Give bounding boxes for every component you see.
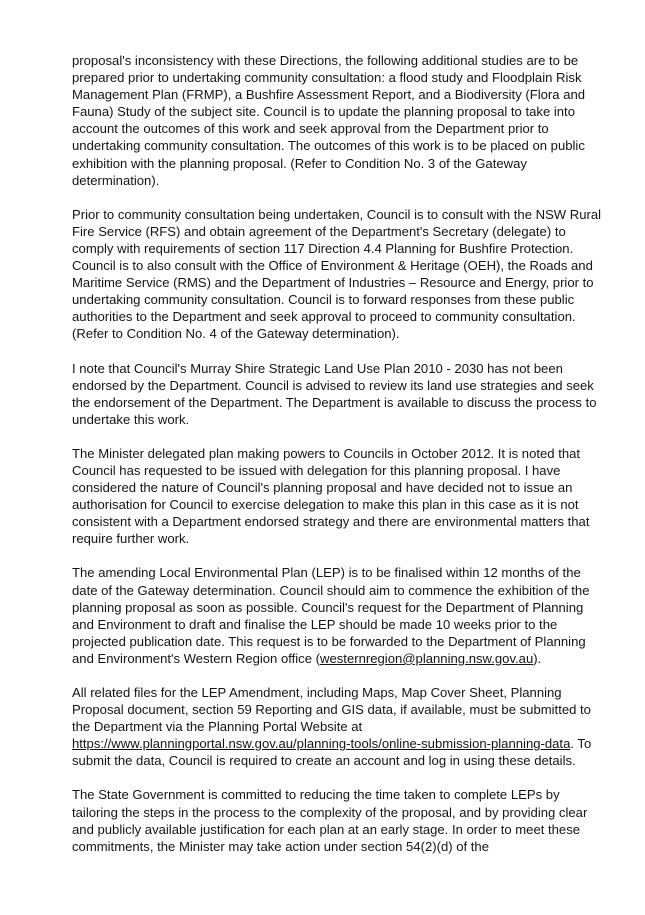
paragraph-state-government-commitment	[72, 786, 604, 854]
paragraph-text-after: . To submit the data, Council is required to create an account and log in using these details.	[72, 736, 592, 769]
paragraph-planning-portal	[72, 684, 604, 769]
paragraph-text: proposal's inconsistency with these Directions, the following additional studies are to be prepared prior to undertaking community consultation: a flood study and Floodplain Risk Management Plan (FRMP), a Bushfire Assessment Report, and a Biodiversity (Flora and Fauna) Study of the subject site. Council is to update the planning proposal to take into account the outcomes of this work and seek approval from the Department prior to undertaking community consultation. The outcomes of this work is to be placed on public exhibition with the planning proposal. (Refer to Condition No. 3 of the Gateway determination).	[72, 53, 586, 188]
planning-portal-link[interactable]: https://www.planningportal.nsw.gov.au/planning-tools/online-submission-planning-data	[72, 736, 571, 752]
paragraph-text-after: ).	[533, 650, 542, 666]
paragraph-strategic-land-use-plan	[72, 360, 604, 428]
paragraph-text: Prior to community consultation being undertaken, Council is to consult with the NSW Rural Fire Service (RFS) and obtain agreement of the Department's Secretary (delegate) to comply with requirements of section 117 Direction 4.4 Planning for Bushfire Protection. Council is to also consult with the Office of Environment & Heritage (OEH), the Roads and Maritime Service (RMS) and the Department of Industries – Resource and Energy, prior to undertaking community consultation. Council is to forward responses from these public authorities to the Department and seek approval to proceed to community consultation. (Refer to Condition No. 4 of the Gateway determination).	[72, 206, 602, 342]
paragraph-studies-required	[72, 52, 604, 189]
paragraph-text-before: The amending Local Environmental Plan (LEP) is to be finalised within 12 months of the date of the Gateway determination. Council should aim to commence the exhibition of the planning proposal as soon as possible. Council's request for the Department of Planning and Environment to draft and finalise the LEP should be made 10 weeks prior to the projected publication date. This request is to be forwarded to the Department of Planning and Environment's Western Region office (	[72, 565, 590, 666]
paragraph-delegation	[72, 445, 604, 548]
paragraph-text: The State Government is committed to reducing the time taken to complete LEPs by tailoring the steps in the process to the complexity of the proposal, and by providing clear and publicly available justification for each plan at an early stage. In order to meet these commitments, the Minister may take action under section 54(2)(d) of the	[72, 787, 588, 854]
western-region-email-link[interactable]: westernregion@planning.nsw.gov.au	[320, 650, 534, 666]
paragraph-text-before: All related files for the LEP Amendment, including Maps, Map Cover Sheet, Planning Proposal document, section 59 Reporting and GIS data, if available, must be submitted to the Department via the Planning Portal Website at	[72, 685, 591, 735]
paragraph-rfs-consultation	[72, 206, 604, 343]
letter-body	[72, 52, 604, 872]
paragraph-text: The Minister delegated plan making powers to Councils in October 2012. It is noted that Council has requested to be issued with delegation for this planning proposal. I have considered the nature of Council's planning proposal and have decided not to issue an authorisation for Council to exercise delegation to make this plan in this case as it is not consistent with a Department endorsed strategy and there are environmental matters that require further work.	[72, 445, 590, 547]
paragraph-lep-timeframe	[72, 564, 604, 667]
paragraph-text: I note that Council's Murray Shire Strategic Land Use Plan 2010 - 2030 has not been endorsed by the Department. Council is advised to review its land use strategies and seek the endorsement of the Department. The Department is available to discuss the process to undertake this work.	[72, 360, 597, 427]
